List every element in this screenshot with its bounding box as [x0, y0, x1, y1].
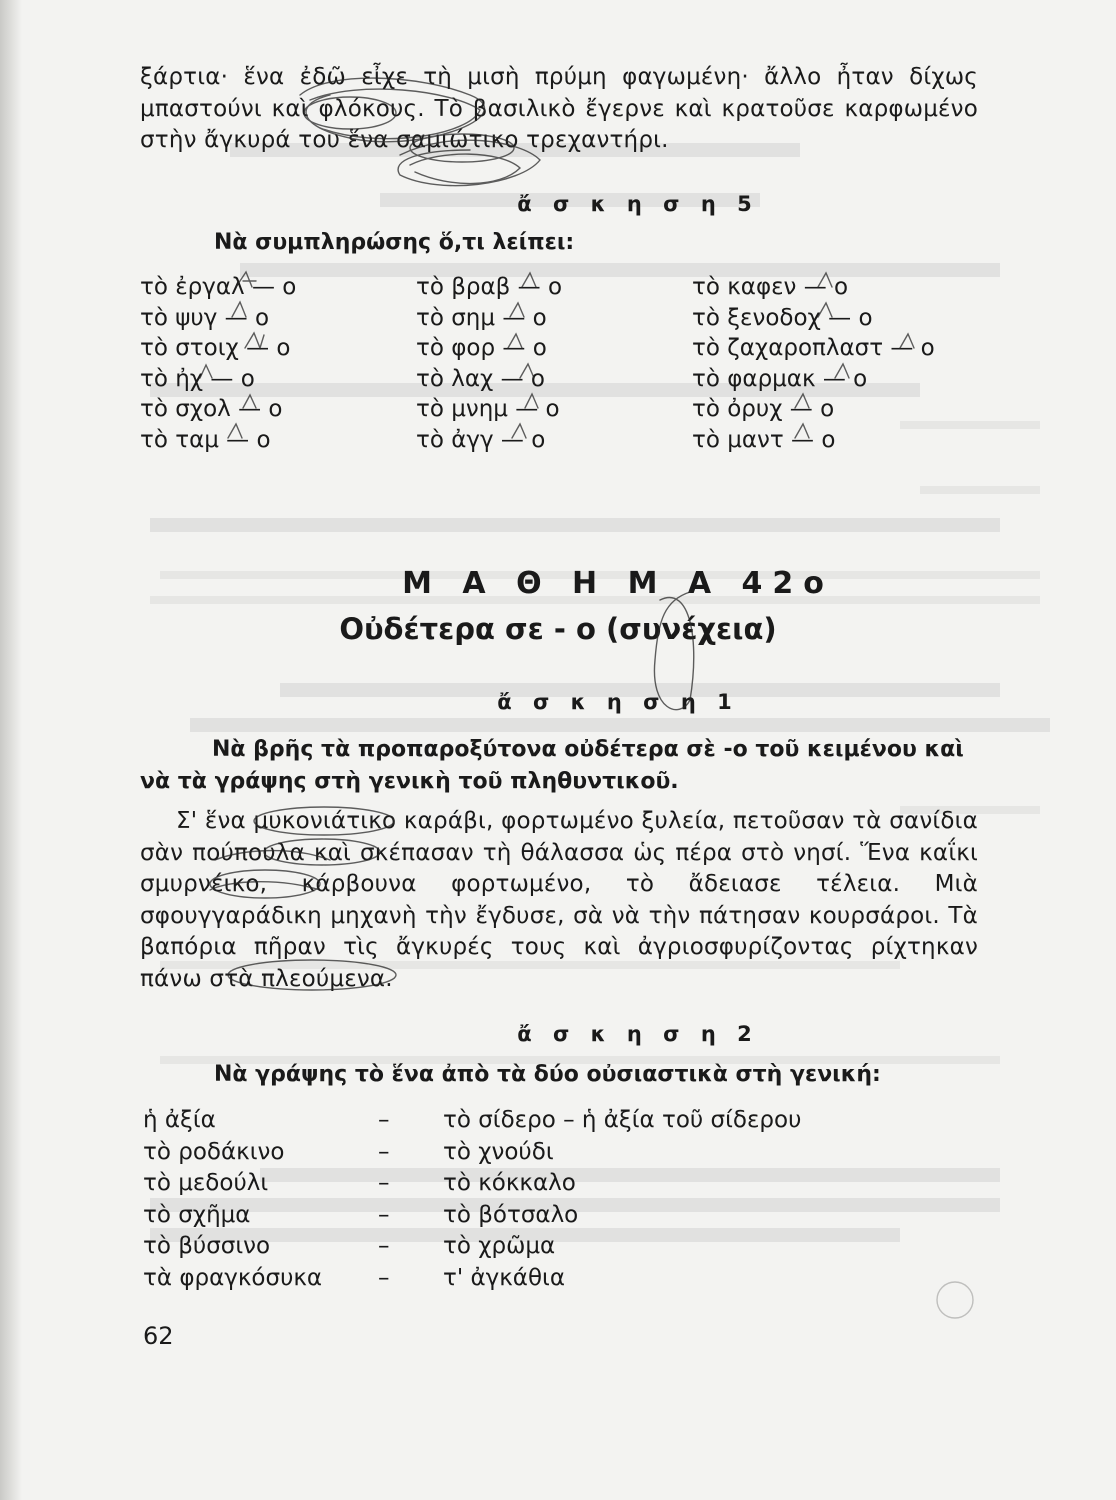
dash: –: [378, 1233, 390, 1259]
exercise-5-column-3: [692, 272, 935, 455]
noun-item: τὸ ροδάκινο: [143, 1138, 285, 1165]
fill-item: τὸ ψυγ — ο: [140, 304, 270, 331]
lesson-subtitle: Οὐδέτερα σε - ο (συνέχεια): [339, 612, 777, 646]
fill-item: τὸ λαχ — ο: [416, 365, 545, 392]
fill-item: τὸ ἀγγ — ο: [416, 426, 546, 453]
exercise-5-heading: ἄ σ κ η σ η 5: [517, 192, 759, 216]
noun-item: τὸ βύσσινο: [143, 1233, 271, 1259]
exercise-1-heading: ἄ σ κ η σ η 1: [497, 690, 739, 714]
exercise-1-instruction: Νὰ βρῆς τὰ προπαροξύτονα οὐδέτερα σὲ -ο τοῦ κειμένου καὶ νὰ τὰ γράψης στὴ γενικὴ τοῦ πληθυντικοῦ.: [140, 737, 964, 794]
noun-item: τὸ σίδερο – ἡ ἀξία τοῦ σίδερου: [443, 1107, 802, 1133]
exercise-5-column-2: [416, 272, 562, 455]
noun-item: τὸ χνούδι: [443, 1138, 554, 1165]
fill-item: τὸ καφεν — ο: [692, 274, 849, 300]
noun-item: τὰ φραγκόσυκα: [143, 1264, 323, 1291]
noun-item: τὸ χρῶμα: [443, 1233, 556, 1259]
fill-item: τὸ σημ — ο: [416, 304, 547, 331]
lesson-title: Μ Α Θ Η Μ Α 42ο: [402, 566, 834, 601]
fill-item: τὸ ταμ — ο: [140, 426, 271, 453]
noun-item: τ' ἀγκάθια: [443, 1264, 565, 1291]
fill-item: τὸ μαντ — ο: [692, 426, 836, 453]
exercise-2-dash-column: [378, 1105, 390, 1294]
exercise-2-instruction: Νὰ γράψης τὸ ἕνα ἀπὸ τὰ δύο οὐσιαστικὰ στὴ γενική:: [214, 1062, 881, 1087]
intro-paragraph: ξάρτια· ἕνα ἐδῶ εἶχε τὴ μισὴ πρύμη φαγωμένη· ἄλλο ἦταν δίχως μπαστούνι καὶ φλόκους. Τὸ βασιλικὸ ἔγερνε καὶ κρατοῦσε καρφωμένο στὴν ἄγκυρά του ἕνα σαμιώτικο τρεχαντήρι.: [140, 64, 978, 153]
exercise-2-right-column: [443, 1105, 801, 1294]
fill-item: τὸ ζαχαροπλαστ — ο: [692, 335, 935, 361]
fill-item: τὸ μνημ — ο: [416, 396, 560, 422]
noun-item: τὸ κόκκαλο: [443, 1170, 576, 1196]
noun-item: τὸ σχῆμα: [143, 1201, 251, 1228]
fill-item: τὸ ἐργαλ — ο: [140, 274, 297, 300]
fill-item: τὸ βραβ — ο: [416, 274, 563, 300]
exercise-1-text: Σ' ἕνα μυκονιάτικο καράβι, φορτωμένο ξυλεία, πετοῦσαν τὰ σανίδια σὰν πούπουλα καὶ σκέπασαν τὴ θάλασσα ὡς πέρα στὸ νησί. Ἕνα καΐκι σμυρνέικο, κάρβουνα φορτωμένο, τὸ ἄδειασε τέλεια. Μιὰ σφουγγαράδικη μηχανὴ τὴν ἔγδυσε, σὰ νὰ τὴν πάτησαν κουρσάροι. Τὰ βαπόρια πῆραν τὶς ἄγκυρές τους καὶ ἀγριοσφυρίζοντας ρίχτηκαν πάνω στὰ πλεούμενα.: [140, 808, 978, 992]
noun-item: τὸ βότσαλο: [443, 1201, 579, 1228]
dash: –: [378, 1170, 390, 1196]
fill-item: τὸ ξενοδοχ — ο: [692, 304, 873, 331]
fill-item: τὸ ὀρυχ — ο: [692, 396, 835, 422]
dash: –: [378, 1107, 390, 1133]
exercise-2-heading: ἄ σ κ η σ η 2: [517, 1022, 759, 1046]
fill-item: τὸ φαρμακ — ο: [692, 365, 868, 392]
exercise-2-left-column: [143, 1105, 322, 1294]
noun-item: ἡ ἀξία: [143, 1107, 216, 1133]
noun-item: τὸ μεδούλι: [143, 1170, 269, 1196]
scan-edge-shadow: [0, 0, 22, 1500]
exercise-5-instruction: Νὰ συμπληρώσης ὅ,τι λείπει:: [214, 230, 575, 255]
dash: –: [378, 1201, 390, 1228]
dash: –: [378, 1264, 390, 1291]
fill-item: τὸ ἠχ — ο: [140, 365, 255, 392]
fill-item: τὸ στοιχ — ο: [140, 335, 291, 361]
fill-item: τὸ φορ — ο: [416, 335, 547, 361]
fill-item: τὸ σχολ — ο: [140, 396, 283, 422]
dash: –: [378, 1138, 390, 1165]
page-number: 62: [143, 1322, 174, 1350]
exercise-5-column-1: [140, 272, 296, 455]
